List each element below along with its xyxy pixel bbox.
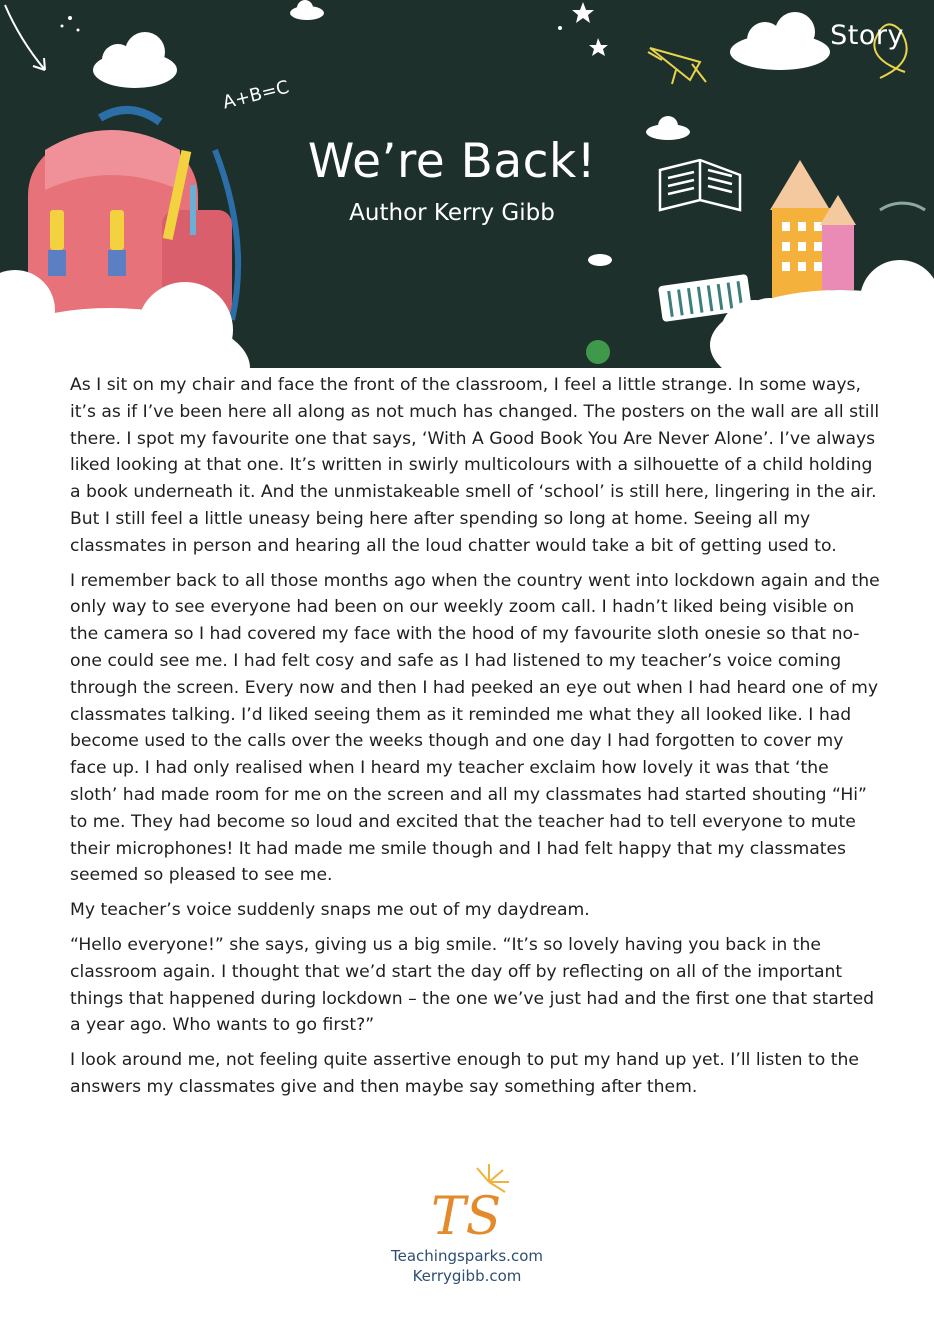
arrow-doodle-icon <box>5 5 45 70</box>
teachingsparks-logo <box>417 1160 517 1246</box>
story-body <box>70 372 880 1109</box>
story-paragraph: I look around me, not feeling quite assertive enough to put my hand up yet. I’ll listen to the answers my classmates give and then maybe say something after them. <box>70 1050 859 1097</box>
site-link-kerrygibb[interactable]: Kerrygibb.com <box>412 1267 522 1285</box>
formula-doodle: A+B=C <box>220 76 292 114</box>
story-paragraph: As I sit on my chair and face the front of the classroom, I feel a little strange. In some ways, it’s as if I’ve been here all along as not much has changed. The posters on the wall are all still there. I spot my favourite one that says, ‘With A Good Book You Are Never Alone’. I’ve always liked looking at that one. It’s written in swirly multicolours with a silhouette of a child holding a book underneath it. And the unmistakeable smell of ‘school’ is still here, lingering in the air. But I still feel a little uneasy being here after spending so long at home. Seeing all my classmates in person and hearing all the loud chatter would take a bit of getting used to. <box>70 375 880 556</box>
page-title: We’re Back! <box>307 134 597 189</box>
author-line: Author Kerry Gibb <box>349 200 555 226</box>
story-paragraph: “Hello everyone!” she says, giving us a big smile. “It’s so lovely having you back in the classroom again. I thought that we’d start the day off by reflecting on all of the important things that happened during lockdown – the one we’ve just had and the first one that started a year ago. Who wants to go first?” <box>70 934 875 1036</box>
bush-icon <box>586 340 610 364</box>
logo-lettering: TS <box>431 1187 502 1246</box>
rocket-icon <box>648 48 706 84</box>
header-banner <box>0 0 934 368</box>
story-tag: Story <box>830 20 904 51</box>
story-paragraph: I remember back to all those months ago when the country went into lockdown again and the only way to see everyone had been on our weekly zoom call. I hadn’t liked being visible on the camera so I had covered my face with the hood of my favourite sloth onesie so that no-one could see me. I had felt cosy and safe as I had listened to my teacher’s voice coming through the screen. Every now and then I had peeked an eye out when I had heard one of my classmates talking. I’d liked seeing them as it reminded me what they all looked like. I had become used to the calls over the weeks though and one day I had forgotten to cover my face up. I had only realised when I heard my teacher exclaim how lovely it was that ‘the sloth’ had made room for me on the screen and all my classmates had started shouting “Hi” to me. They had become so loud and excited that the teacher had to tell everyone to mute their microphones! It had made me smile though and I had felt happy that my classmates seemed so pleased to see me. <box>70 570 880 886</box>
story-paragraph: My teacher’s voice suddenly snaps me out of my daydream. <box>70 900 590 921</box>
site-link-teachingsparks[interactable]: Teachingsparks.com <box>391 1247 543 1265</box>
footer <box>0 1160 934 1286</box>
